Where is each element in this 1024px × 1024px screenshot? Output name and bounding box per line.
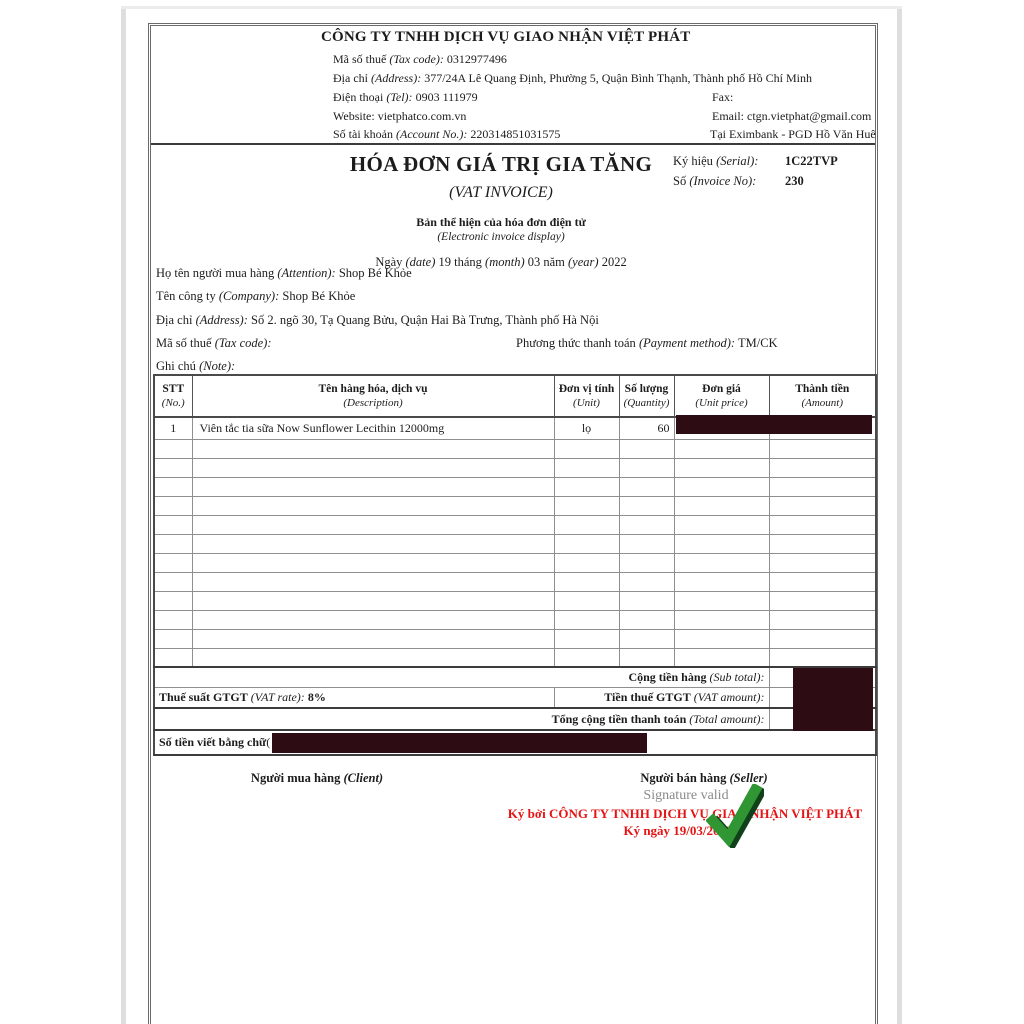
electronic-display-note-en: (Electronic invoice display) [437, 231, 565, 243]
vat-rate: Thuế suất GTGT (VAT rate): 8% [154, 687, 554, 708]
company-tax-line: Mã số thuế (Tax code): 0312977496 [333, 52, 507, 66]
fax-label: Fax: [712, 90, 734, 104]
empty-row [154, 439, 876, 458]
table-row: 1 Viên tắc tia sữa Now Sunflower Lecithin 12000mg lọ 60 [154, 417, 876, 439]
signed-by-text: Ký bởi CÔNG TY TNHH DỊCH VỤ GIAO NHẬN VIỆT PHÁT [507, 806, 863, 821]
buyer-company-line: Tên công ty (Company): Shop Bé Khỏe [156, 289, 356, 303]
company-address-line: Địa chỉ (Address): 377/24A Lê Quang Định, Phường 5, Quận Bình Thạnh, Thành phố Hồ Chí Minh [333, 71, 812, 85]
company-account-line: Số tài khoản (Account No.): 220314851031575 Tại Eximbank - PGD Hồ Văn Huê [333, 127, 876, 141]
invoice-title-block [151, 152, 851, 270]
redaction-box-totals [793, 668, 873, 731]
col-amount: Thành tiền (Amount) [769, 375, 876, 417]
invoice-date-line: Ngày (date) 19 tháng (month) 03 năm (year) 2022 [375, 255, 627, 269]
empty-row [154, 648, 876, 667]
empty-row [154, 534, 876, 553]
company-tel-line: Điện thoại (Tel): 0903 111979 Fax: [333, 90, 734, 104]
buyer-tax-payment-line: Mã số thuế (Tax code): Phương thức thanh toán (Payment method): TM/CK [156, 336, 778, 350]
buyer-address-line: Địa chỉ (Address): Số 2. ngõ 30, Tạ Quang Bửu, Quận Hai Bà Trưng, Thành phố Hà Nội [156, 313, 599, 327]
signed-date-text: Ký ngày 19/03/2022 [623, 823, 733, 838]
company-email: Email: ctgn.vietphat@gmail.com [712, 109, 872, 123]
redaction-box-row1-price [676, 415, 872, 434]
page-top-edge [121, 6, 902, 9]
electronic-display-note: Bản thể hiện của hóa đơn điện tử [416, 215, 586, 229]
col-description: Tên hàng hóa, dịch vụ (Description) [192, 375, 554, 417]
buyer-note-line: Ghi chú (Note): [156, 359, 236, 373]
invoice-document: CÔNG TY TNHH DỊCH VỤ GIAO NHẬN VIỆT PHÁT Mã số thuế (Tax code): 0312977496 Địa chỉ (Address): 377/24A Lê Quang Định, Phường 5, Quận Bình Thạnh, Thành phố Hồ Chí Minh Điện thoại (Tel): 0903 111979 Fax: Website: vietphatco.com.vn Email: ctgn.vietphat@gmail.com Số tài khoản (Account No.): 220314851031575 Tại Eximbank - PGD Hồ Văn Huê HÓA ĐƠN GIÁ TRỊ GIA TĂNG (VAT INVOICE) Bản thể hiện của hóa đơn điện tử (Electronic invoice display) Ngày (date) 19 tháng (month) 03 năm (year) 2022 Ký hiệu (Serial): 1C22TVP Số (Invoice No): 230 Họ tên người mua hàng (Attention): Shop Bé Khỏe Tên công ty (Company): Shop Bé Khỏe Địa chỉ (Address): Số 2. ngõ 30, Tạ Quang Bửu, Quận Hai Bà Trưng, Thành phố Hà Nội Mã số thuế (Tax code): Phương thức thanh toán (Payment method): TM/CK Ghi chú (Note): STT (No.) Tên hàng hóa, dịch vụ (Description) Đơn vị tính (Unit) Số lượng (Quantity) Đơn giá (Unit price) Thành tiền (Amount) 1 Viên tắc tia sữa Now Sunflower Lecithin 12000mg lọ 60 Cộng tiền hàng (Sub total): Thuế suất GTGT (VAT rate): 8% Tiền thuế GTGT (VAT amount): Tổng cộng tiền thanh toán (Total amount): Số tiền viết bằng chữ( Người mua hàng (Client) Người bán hàng (Seller) Signature valid Ký bởi CÔNG TY TNHH DỊCH VỤ GIAO NHẬN VIỆT PHÁT Ký ngày 19/03/2022 [148, 23, 878, 1024]
empty-row [154, 515, 876, 534]
vat-amount-label: Tiền thuế GTGT (VAT amount): [604, 689, 765, 704]
signature-valid-text: Signature valid [643, 788, 729, 803]
invoice-title: HÓA ĐƠN GIÁ TRỊ GIA TĂNG [349, 152, 653, 176]
invoice-number-value: 230 [785, 174, 804, 188]
empty-row [154, 629, 876, 648]
seller-signature-label: Người bán hàng (Seller) [640, 771, 768, 785]
client-signature-label: Người mua hàng (Client) [250, 771, 384, 785]
company-bank: Tại Eximbank - PGD Hồ Văn Huê [710, 127, 876, 141]
invoice-serial-value: 1C22TVP [785, 154, 838, 168]
company-name: CÔNG TY TNHH DỊCH VỤ GIAO NHẬN VIỆT PHÁT [321, 29, 691, 45]
empty-row [154, 553, 876, 572]
company-website-line: Website: vietphatco.com.vn Email: ctgn.vietphat@gmail.com [333, 109, 872, 123]
col-unit: Đơn vị tính (Unit) [554, 375, 619, 417]
col-unit-price: Đơn giá (Unit price) [674, 375, 769, 417]
redaction-box-words [272, 733, 647, 753]
vat-row [154, 687, 876, 708]
total-row: Tổng cộng tiền thanh toán (Total amount): [154, 708, 876, 730]
company-header [151, 26, 875, 145]
col-quantity: Số lượng (Quantity) [619, 375, 674, 417]
page-right-edge [897, 6, 902, 1024]
page-left-edge [121, 6, 126, 1024]
buyer-attention-line: Họ tên người mua hàng (Attention): Shop Bé Khỏe [156, 266, 412, 280]
empty-row [154, 477, 876, 496]
invoice-subtitle: (VAT INVOICE) [449, 184, 553, 201]
amount-in-words-row: Số tiền viết bằng chữ( [154, 730, 876, 755]
empty-row [154, 458, 876, 477]
subtotal-row: Cộng tiền hàng (Sub total): [154, 667, 876, 687]
col-no: STT (No.) [154, 375, 192, 417]
item-description: Viên tắc tia sữa Now Sunflower Lecithin 12000mg [192, 417, 554, 439]
empty-row [154, 610, 876, 629]
empty-row [154, 496, 876, 515]
items-table-header [154, 375, 876, 417]
payment-method: Phương thức thanh toán (Payment method): TM/CK [516, 336, 778, 350]
signature-checkmark-icon [706, 784, 764, 848]
empty-row [154, 572, 876, 591]
empty-row [154, 591, 876, 610]
